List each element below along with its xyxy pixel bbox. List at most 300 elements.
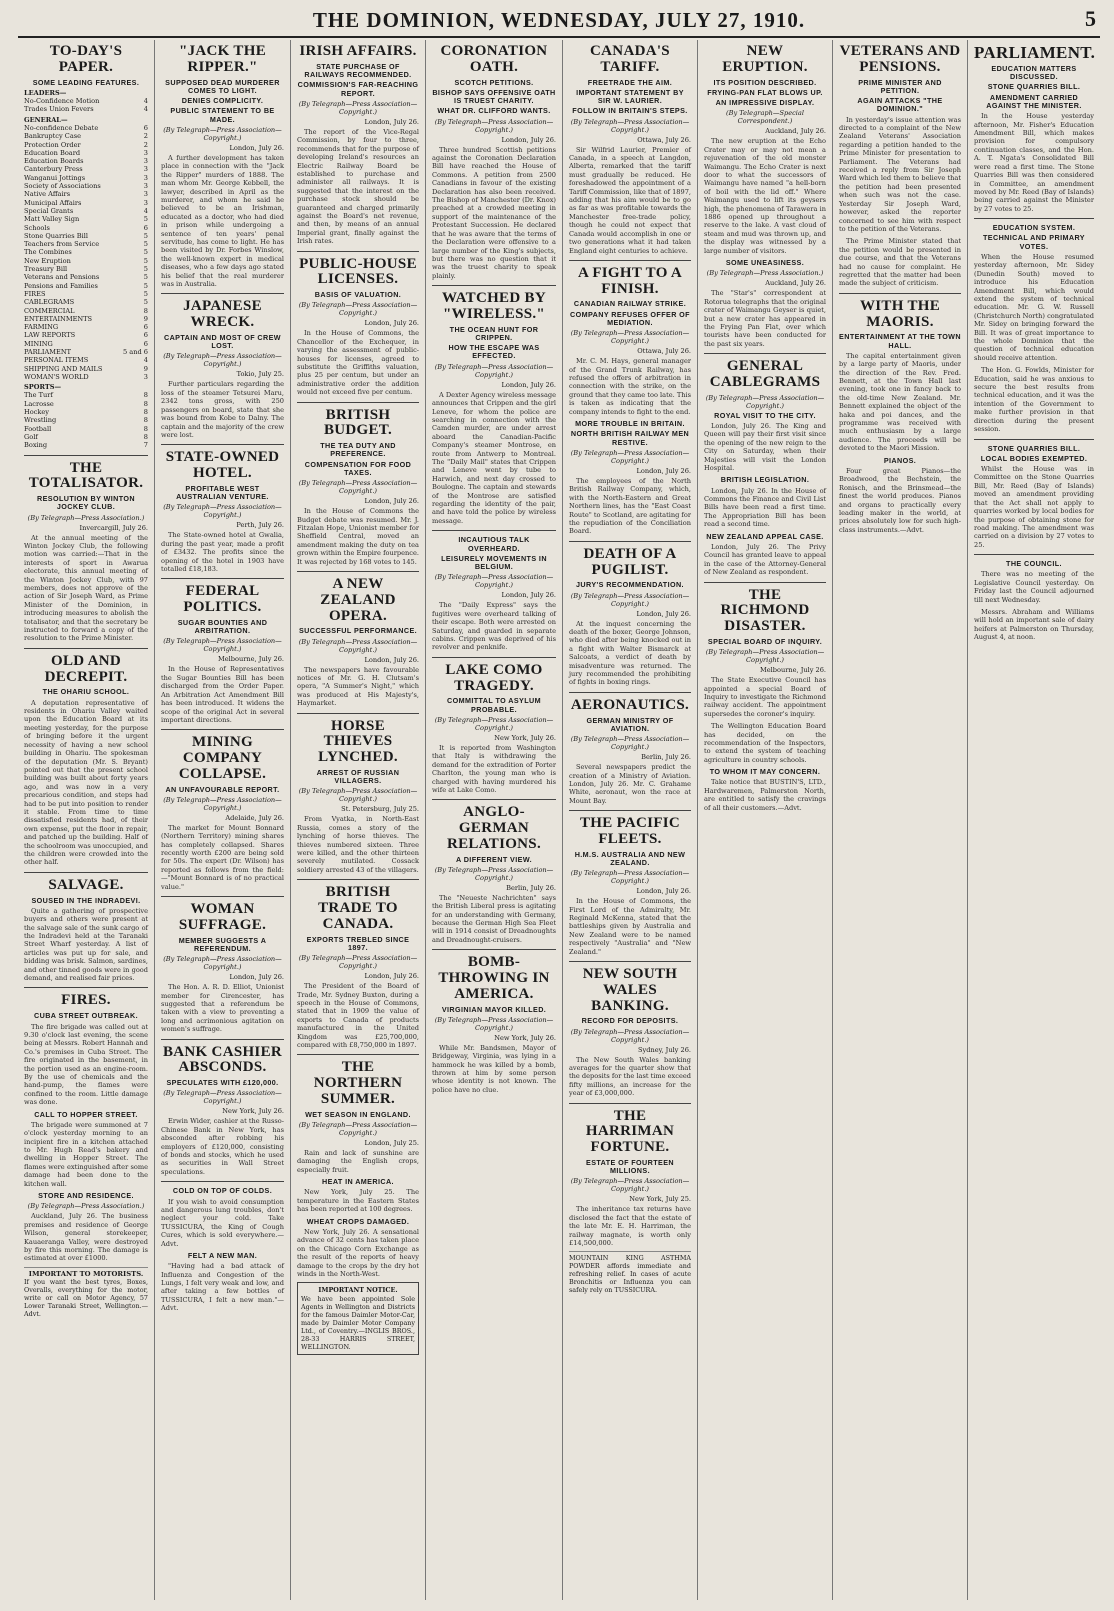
index-row [24,425,148,433]
byline: (By Telegraph—Press Association—Copyright.) [570,329,690,346]
byline: (By Telegraph—Press Association—Copyright.) [570,591,690,608]
article-subheading: MORE TROUBLE IN BRITAIN. [575,419,685,429]
dateline: London, July 26. [501,380,556,389]
dateline: Sydney, July 26. [638,1045,691,1054]
index-row [24,433,148,441]
index-label: Wrestling [24,416,57,425]
article-subheading: SOME UNEASINESS. [725,258,805,268]
dateline: Berlin, July 26. [506,883,556,892]
article-subheading: PIANOS. [883,455,917,465]
index-label: Education Board [24,148,81,157]
index-page: 2 [143,140,148,149]
index-label: Boxing [24,441,48,450]
divider [161,1181,284,1182]
dateline: Auckland, July 26. [765,279,826,288]
byline: (By Telegraph—Press Association—Copyright.) [163,955,282,972]
index-label: COMMERCIAL [24,306,75,315]
divider [432,799,556,800]
article-body: A deputation representative of residents in Ohariu Valley waited upon the Education Board at its meeting yesterday, for the purpose of bringing before it the urgent necessity of having a new school building in Ohariu. The spokesman of the deputation (Mr. S. Bryant) pointed out that the present school building was built about forty years ago, and was now in a very precarious condition, and steps had had to be put into position to render it stable. From time to time dissatisfied residents had, of their own expense, put the floor in repair, and patched up the building. Half of the schoolroom was unoccupied, and the children were crowded into the other half. [24,698,148,867]
divider [432,657,556,658]
divider [569,1103,691,1104]
byline: (By Telegraph—Press Association—Copyright.) [298,99,418,116]
column-3 [291,40,426,1600]
article-body: Rain and lack of sunshine are damaging the English crops, especially fruit. [297,1148,419,1174]
article-subheading: COMPENSATION FOR FOOD TAXES. [304,459,412,477]
index-row [24,273,148,281]
index-page: 8 [143,306,148,315]
index-row [24,265,148,273]
article-body: The New South Wales banking averages for the quarter show that the deposits for the last time exceed fifty millions, an increase for the year of £3,000,000. [569,1055,691,1098]
column-2 [155,40,291,1600]
index-row [24,248,148,256]
article-body: The "Daily Express" says the fugitives were overheard talking of their escape. Both were arrested on Saturday, and guarded in separate cabins. Crippen was deprived of his revolver and penknife. [432,601,556,652]
index-page: 6 [143,223,148,232]
byline: (By Telegraph—Press Association—Copyright.) [163,637,282,654]
byline: (By Telegraph—Press Association—Copyright.) [163,795,282,812]
index-row [24,232,148,240]
article-subheading: SUPPOSED DEAD MURDERER COMES TO LIGHT. [165,77,280,95]
article-body: The brigade were summoned at 7 o'clock yesterday morning to an incipient fire in a kitchen attached to Mr. Hugh Read's bakery and dwelling in Hopper Street. The flames were extinguished after some damage had been done to the kitchen wall. [24,1120,148,1188]
index-label: Veterans and Pensions [24,273,100,282]
column-4 [426,40,563,1600]
index-page: 5 [143,273,148,282]
index-row [24,391,148,399]
article-heading: PARLIAMENT. [974,43,1096,62]
index-row [24,97,148,105]
article-subheading: RESOLUTION BY WINTON JOCKEY CLUB. [37,494,135,512]
index-page: 3 [143,173,148,182]
ad-heading: IMPORTANT TO MOTORISTS. [28,1269,144,1278]
index-label: Golf [24,432,38,441]
dateline: Auckland, July 26. [765,127,826,136]
article-subheading: EXPORTS TREBLED SINCE 1897. [306,934,410,952]
index-row [24,174,148,182]
column-7 [833,40,968,1600]
dateline: Tokio, July 25. [236,370,284,379]
article-subheading: AGAIN ATTACKS "THE DOMINION." [857,96,943,114]
byline: (By Telegraph—Press Association—Copyright.) [298,637,418,654]
article-subheading: COMMITTAL TO ASYLUM PROBABLE. [447,696,541,714]
byline: (By Telegraph—Press Association—Copyright.) [705,648,825,665]
index-row [24,105,148,113]
byline: (By Telegraph—Press Association—Copyright.) [298,301,418,318]
article-heading: "JACK THE RIPPER." [178,43,267,75]
article-subheading: H.M.S. AUSTRALIA AND NEW ZEALAND. [574,849,686,867]
index-row [24,199,148,207]
article-heading: FEDERAL POLITICS. [183,583,262,616]
index-page: 5 [143,298,148,307]
index-row [24,408,148,416]
article-body: The President of the Board of Trade, Mr. Sydney Buxton, during a speech in the House of Commons, stated that in 1909 the value of exports to Canada of products manufactured in the United Kingdom was £25,700,000, compared with £8,750,000 in 1897. [297,982,419,1049]
article-body: In the House of Commons, the First Lord of the Admiralty, Mr. Reginald McKenna, stated that the battleships given by Australia and New Zealand were to be named respectively "Australia" and "New Zealand." [569,897,691,956]
byline: (By Telegraph—Press Association—Copyright.) [298,954,418,971]
article-subheading: PUBLIC STATEMENT TO BE MADE. [170,106,275,124]
index-label: FARMING [24,323,59,332]
index-page: 9 [143,314,148,323]
article-subheading: EDUCATION MATTERS DISCUSSED. [991,63,1077,82]
byline: (By Telegraph—Press Association—Copyright.) [163,503,282,520]
article-subheading: COLD ON TOP OF COLDS. [172,1186,273,1196]
article-heading: MINING COMPANY COLLAPSE. [178,734,267,782]
article-subheading: AN UNFAVOURABLE REPORT. [165,784,280,794]
article-subheading: WHEAT CROPS DAMAGED. [306,1216,410,1226]
index-page: 6 [143,323,148,332]
index-label: MINING [24,339,53,348]
article-body: The market for Mount Bonnard (Northern Territory) mining shares has completely collapsed. Shares recently worth £200 are being sold for 50s. The expert (Dr. Wilson) has reported as follows from the field:—"Mount Bonnard is of no practical value." [161,823,284,891]
divider [297,571,419,572]
index-page: 3 [143,198,148,207]
index-row [24,331,148,339]
index-row [24,290,148,298]
index-row [24,141,148,149]
article-subheading: SOUSED IN THE INDRADEVI. [31,895,141,905]
dateline: London, July 26. [636,466,691,475]
index-label: Schools [24,223,50,232]
article-subheading: EDUCATION SYSTEM. [992,223,1076,233]
article-body: The Wellington Education Board has decided, on the recommendation of the Inspectors, to extend the system of teaching agriculture in country schools. [704,722,826,764]
index-list [24,89,148,450]
index-label: ENTERTAINMENTS [24,314,93,323]
divider [24,872,148,873]
index-page: 5 [143,265,148,274]
index-row [24,348,148,356]
article-body: While Mr. Bandsmen, Mayor of Bridgeway, Virginia, was lying in a hammock he was killed by a bomb, thrown at him by some person whose identity is not known. The police have no clue. [432,1043,556,1094]
article-heading: THE PACIFIC FLEETS. [579,815,681,847]
article-body: Messrs. Abraham and Williams will hold an important sale of dairy heifers at Palmerston on Thursday, August 4, at noon. [974,608,1094,642]
article-subheading: STONE QUARRIES BILL. [987,443,1081,453]
index-page: 4 [143,97,148,106]
article-body: The Prime Minister stated that the petition would be presented in due course, and that the Veterans had no cause for complaint. He regretted that the matter had been made the subject of criticism. [839,237,961,288]
byline: (By Telegraph—Press Association—Copyright.) [570,735,690,752]
divider [161,896,284,897]
article-subheading: FOLLOW IN BRITAIN'S STEPS. [572,106,688,116]
index-page: 3 [143,182,148,191]
divider [432,530,556,531]
article-heading: AERONAUTICS. [570,696,690,713]
article-subheading: SCOTCH PETITIONS. [454,77,534,87]
divider [161,578,284,579]
index-row [24,400,148,408]
index-page: 5 [143,215,148,224]
index-row [24,224,148,232]
article-heading: WITH THE MAORIS. [859,297,941,330]
article-subheading: THE TEA DUTY AND PREFERENCE. [320,441,396,459]
index-page: 8 [143,432,148,441]
article-body: In the House of Commons, the Chancellor of the Exchequer, in varying the assessment of public-houses for licenses, agreed to substitute the Griffiths valuation, plus 25 per centum, but under an administrative order the addition would not exceed five per centum. [297,329,419,397]
index-row [24,315,148,323]
article-subheading: MEMBER SUGGESTS A REFERENDUM. [178,935,267,953]
article-body: The fire brigade was called out at 9.30 o'clock last evening, the scene being at Messrs. Robert Hannah and Co.'s premises in Cuba Street. The fire originated in the basement, in the portion used as an engine-room. By the use of chemicals and the hand-pump, the flames were confined to the room. Little damage was done. [24,1022,148,1107]
article-heading: BRITISH BUDGET. [323,406,393,439]
index-label: New Eruption [24,256,71,265]
article-heading: GENERAL CABLEGRAMS [709,358,821,390]
article-body: A further development has taken place in connection with the "Jack the Ripper" murders of 1888. The man whom Mr. George Kebbell, the lawyer, described in April as the murderer, and whom he said he believed to be an Irishman, educated as a doctor, who had died in prison while undergoing a sentence of ten years' penal servitude, has come to light. He has been visited by Dr. Forbes Winslow, the well-known expert in medical diseases, who a few days ago stated his belief that the real murderer was in Australia. [161,153,284,288]
article-subheading: CUBA STREET OUTBREAK. [34,1011,138,1021]
divider [161,293,284,294]
index-row [24,149,148,157]
article-subheading: HOW THE ESCAPE WAS EFFECTED. [448,343,540,361]
article-subheading: STONE QUARRIES BILL. [987,82,1081,92]
dateline: St. Petersburg, July 25. [341,805,419,814]
article-body: The employees of the North British Railway Company, which, with the North-Eastern and Great Northern lines, has the "East Coast Route" to Scotland, are agitating for the repudiation of the Conciliation Board. [569,476,691,536]
article-heading: HORSE THIEVES LYNCHED. [318,717,398,766]
byline: (By Telegraph—Press Association—Copyright.) [434,1015,554,1032]
index-row [24,157,148,165]
dateline: London, July 26. [636,609,691,618]
divider [297,1054,419,1055]
byline: (By Telegraph—Press Association—Copyright.) [434,362,554,379]
article-subheading: AMENDMENT CARRIED AGAINST THE MINISTER. [986,92,1082,110]
dateline: London, July 26. [501,591,556,600]
article-subheading: BASIS OF VALUATION. [314,290,402,300]
dateline: Ottawa, July 26. [637,347,691,356]
index-page: 5 [143,248,148,257]
article-subheading: PROFITABLE WEST AUSTRALIAN VENTURE. [176,483,269,502]
article-subheading: WET SEASON IN ENGLAND. [305,1109,411,1119]
article-subheading: ARREST OF RUSSIAN VILLAGERS. [316,767,400,786]
byline: (By Telegraph—Press Association.) [27,1202,145,1211]
ad-body: We have been appointed Sole Agents in Wellington and Districts for the famous Daimler Motor-Car, made by Daimler Motor Company Ltd., of Coventry.—INGLIS BROS., 28-33 HARRIS STREET, WELLINGTON. [301,1295,415,1352]
index-row [24,365,148,373]
index-page: 3 [143,148,148,157]
divider [974,439,1094,440]
article-body: From Vyatka, in North-East Russia, comes a story of the lynching of horse thieves. The thieves numbered sixteen. Three were killed, and the other thirteen severely mutilated. Cossack soldiery arrested 43 of the villagers. [297,815,419,874]
index-page: 6 [143,331,148,340]
divider [974,554,1094,555]
article-subheading: SPECULATES WITH £120,000. [166,1078,279,1088]
article-subheading: INCAUTIOUS TALK OVERHEARD. [458,535,530,553]
dateline: London, July 26. [364,117,419,126]
index-label: Lacrosse [24,399,54,408]
index-label: Hockey [24,408,50,417]
ad-heading: IMPORTANT NOTICE. [318,1286,398,1295]
article-subheading: VIRGINIAN MAYOR KILLED. [441,1004,547,1014]
article-subheading: SUCCESSFUL PERFORMANCE. [298,626,418,636]
article-subheading: BISHOP SAYS OFFENSIVE OATH IS TRUEST CHARITY. [432,87,556,106]
dateline: London, July 26. [636,887,691,896]
article-subheading: STATE PURCHASE OF RAILWAYS RECOMMENDED. [304,61,412,80]
article-body: Quite a gathering of prospective buyers and others were present at the salvage sale of the sunk cargo of the Indradevi held at the Taranaki Street Wharf yesterday. A list of articles was put up for sale, and bidding was brisk. Salmon, sardines, and other tinned goods were in good demand, and realised fair prices. [24,906,148,983]
article-body: In the House yesterday afternoon, Mr. Fisher's Education Amendment Bill, which makes provision for compulsory continuation classes, and the Hon. A. T. Ngata's Consolidated Bill were read a first time. The Stone Quarries Bill was then considered in Committee, an amendment moved by Mr. Reed (Bay of Islands) being carried against the Minister by 27 votes to 25. [974,112,1094,213]
article-body: The State-owned hotel at Gwalia, during the past year, made a profit of £3432. The profits since the opening of the hotel in 1903 have totalled £18,183. [161,531,284,573]
dateline: New York, July 26. [222,1107,284,1116]
divider [24,648,148,649]
byline: (By Telegraph—Press Association—Copyright.) [570,117,690,134]
page-number: 5 [1085,6,1096,31]
article-subheading: CAPTAIN AND MOST OF CREW LOST. [163,332,281,351]
article-body: A Dexter Agency wireless message announces that Crippen and the girl Leneve, for whom the police are searching in connection with the Camden murder, are under arrest aboard the Canadian-Pacific Company's steamer Montrose, en route from Antwerp to Montreal. The "Daily Mail" states that Crippen and Leneve went by tube to Harwich, and next day crossed to Boulogne. The captain and stewards of the Montrose are satisfied regarding the identity of the pair, and have told the police by wireless message. [432,390,556,525]
index-label: Football [24,424,52,433]
article-subheading: PRIME MINISTER AND PETITION. [858,77,942,95]
article-body: The State Executive Council has appointed a special Board of Inquiry to investigate the Richmond railway accident. The appointment supersedes the coroner's inquiry. [704,676,826,718]
article-heading: OLD AND DECREPIT. [44,652,128,685]
index-page: 5 [143,231,148,240]
article-subheading: DENIES COMPLICITY. [181,96,264,106]
byline: (By Telegraph—Press Association—Copyright.) [570,1027,690,1044]
article-body: New York, July 26. A sensational advance of 32 cents has taken place on the Chicago Corn Exchange as the result of the reports of heavy damage to the crops by the dry hot winds in the North-West. [297,1227,419,1278]
index-label: Stone Quarries Bill [24,231,88,240]
index-subheading: SOME LEADING FEATURES. [32,77,140,87]
article-body: The Hon. G. Fowlds, Minister for Education, said he was anxious to secure the best results from technical education, and it was the intention of the Government to make further provision in that direction during the present session. [974,366,1094,434]
article-subheading: THE COUNCIL. [1006,559,1062,569]
dateline: London, July 26. [364,497,419,506]
index-row [24,416,148,424]
index-row [24,373,148,381]
article-subheading: TO WHOM IT MAY CONCERN. [709,767,821,777]
index-label: LAW REPORTS [24,331,76,340]
article-subheading: JURY'S RECOMMENDATION. [576,580,684,590]
index-row [24,441,148,449]
index-label: Special Grants [24,206,74,215]
index-page: 8 [143,391,148,400]
dateline: London, July 26. [229,143,284,152]
column-1 [18,40,155,1600]
index-label: Native Affairs [24,190,71,199]
article-body: London, July 26. The Privy Council has granted leave to appeal in the case of the Attorney-General of New Zealand as respondent. [704,542,826,577]
index-row [24,257,148,265]
divider [704,582,826,583]
divider [569,692,691,693]
index-label: No-confidence Debate [24,123,99,132]
article-heading: LAKE COMO TRAGEDY. [445,661,543,694]
advertisement [297,1282,419,1355]
index-row [24,207,148,215]
article-heading: FIRES. [61,992,111,1009]
index-label: Pensions and Families [24,281,98,290]
article-heading: STATE-OWNED HOTEL. [165,449,280,482]
dateline: London, July 26. [501,135,556,144]
article-subheading: TECHNICAL AND PRIMARY VOTES. [983,233,1085,251]
article-subheading: IMPORTANT STATEMENT BY SIR W. LAURIER. [576,87,684,106]
dateline: New York, July 26. [494,1033,556,1042]
divider [569,541,691,542]
divider [161,444,284,445]
article-subheading: RECORD FOR DEPOSITS. [581,1016,679,1026]
article-subheading: ROYAL VISIT TO THE CITY. [714,410,816,420]
column-6 [698,40,833,1600]
article-heading: NEW SOUTH WALES BANKING. [582,966,678,1014]
index-label: PERSONAL ITEMS [24,356,89,365]
divider [432,285,556,286]
article-subheading: SUGAR BOUNTIES AND ARBITRATION. [177,617,268,636]
index-group-label: LEADERS— [24,88,67,97]
index-row [24,182,148,190]
index-row [24,240,148,248]
article-subheading: CANADIAN RAILWAY STRIKE. [573,299,687,309]
index-page: 6 [143,123,148,132]
article-body: Erwin Wider, cashier at the Russo-Chinese Bank in New York, has absconded after robbing his employers of £120,000, consisting of bonds and stocks, which he used as securities in Wall Street speculations. [161,1117,284,1176]
index-row [24,323,148,331]
article-heading: PUBLIC-HOUSE LICENSES. [299,255,417,288]
article-body: The inheritance tax returns have disclosed the fact that the estate of the late Mr. E. H. Harriman, the railway magnate, is worth only £14,500,000. [569,1205,691,1248]
index-page: 8 [143,424,148,433]
article-heading: BRITISH TRADE TO CANADA. [318,884,398,932]
article-heading: CORONATION OATH. [440,43,548,75]
article-body: If you wish to avoid consumption and dangerous lung troubles, don't neglect your cold. Take TUSSICURA, the King of Cough Cures, which is sold everywhere.—Advt. [161,1197,284,1248]
byline: (By Telegraph—Press Association—Copyright.) [705,393,825,410]
article-subheading: COMMISSION'S FAR-REACHING REPORT. [297,80,419,98]
article-heading: BANK CASHIER ABSCONDS. [162,1043,283,1076]
index-page: 3 [143,190,148,199]
article-body: At the inquest concerning the death of the boxer, George Johnson, who died after being knocked out in a fight with Walter Bismarck at Salcoats, a verdict of death by misadventure was returned. The jury recommended the prohibiting of fights in boxing rings. [569,619,691,687]
article-body: At the annual meeting of the Winton Jockey Club, the following motion was carried:—That in the interests of sport in Awarua electorate, this annual meeting of the Winton Jockey Club, with 97 members, does not approve of the action of Sir Joseph Ward, as Prime Minister of the Dominion, in introducing measures to abolish the totalisator, and that the secretary be instructed to forward a copy of the resolution to the Prime Minister. [24,533,148,643]
byline: (By Telegraph—Press Association—Copyright.) [570,1177,690,1194]
article-heading: THE RICHMOND DISASTER. [720,586,810,635]
article-subheading: HEAT IN AMERICA. [322,1177,394,1187]
index-label: WOMAN'S WORLD [24,372,89,381]
index-label: SHIPPING AND MAILS [24,364,103,373]
article-heading: THE NORTHERN SUMMER. [313,1059,403,1107]
index-label: Trades Union Fevers [24,105,94,114]
index-row [24,190,148,198]
article-body: London, July 26. The King and Queen will pay their first visit since the opening of the new reign to the City on Saturday, when their Majesties will visit the London Hospital. [704,421,826,472]
index-label: Wanganui Jottings [24,173,86,182]
article-heading: A FIGHT TO A FINISH. [577,264,683,297]
article-heading: A NEW ZEALAND OPERA. [320,576,396,624]
article-subheading: THE OHARIU SCHOOL. [42,687,130,697]
article-heading: THE HARRIMAN FORTUNE. [585,1107,675,1156]
article-body: The report of the Vice-Regal Commission, by four to three, recommends that for the purpose of developing Ireland's resources an Electric Railway Board be established to purchase and administer all railways. It is suggested that the interest on the purchase stock should be guaranteed and charged primarily against the Board's net revenue, and then, by means of an annual Imperial grant, finally against the Irish rates. [297,127,419,246]
article-subheading: LEISURELY MOVEMENTS IN BELGIUM. [441,553,547,572]
article-subheading: GERMAN MINISTRY OF AVIATION. [586,715,674,733]
index-label: Society of Associations [24,182,101,191]
index-page: 4 [143,356,148,365]
byline: (By Telegraph—Press Association—Copyright.) [434,117,554,134]
article-subheading: NEW ZEALAND APPEAL CASE. [706,531,824,541]
dateline: New York, July 25. [629,1195,691,1204]
divider [161,1039,284,1040]
byline: (By Telegraph—Press Association—Copyright.) [570,448,690,465]
divider [297,713,419,714]
article-heading: VETERANS AND PENSIONS. [839,43,961,75]
article-subheading: CALL TO HOPPER STREET. [34,1109,138,1119]
article-body: London, July 26. In the House of Commons the Finance and Civil List Bills have been read a first time. The Appropriation Bill has been read a second time. [704,486,826,529]
index-page: 4 [143,206,148,215]
article-subheading: STORE AND RESIDENCE. [38,1191,134,1201]
advertisement [24,1267,148,1318]
article-heading: DEATH OF A PUGILIST. [583,545,677,578]
article-heading: CANADA'S TARIFF. [590,43,670,75]
article-body: In yesterday's issue attention was directed to a complaint of the New Zealand Veterans' Association regarding a petition handed to the Prime Minister for presentation to Parliament. The Veterans had received a reply from Sir Joseph Ward which led them to believe that the petition had been presented when such was not the case. Yesterday Sir Joseph Ward, however, asked the reporter concerned to see him with respect to the petition of the Veterans. [839,115,961,233]
dateline: London, July 26. [364,319,419,328]
index-row [24,282,148,290]
article-body: Take notice that BUSTIN'S, LTD., Hardwaremen, Palmerston North, are entitled to satisfy the cravings of all their customers.—Advt. [704,778,826,812]
index-page: 8 [143,399,148,408]
article-body: When the House resumed yesterday afternoon, Mr. Sidey (Dunedin South) moved to introduce his Education Amendment Bill, which would extend the system of technical education. Mr. G. W. Russell (Christchurch North) congratulated Mr. Sidey on bringing forward the Bill. It was of great importance to the whole Dominion that the question of technical education should receive attention. [974,252,1094,362]
byline: (By Telegraph—Press Association—Copyright.) [298,479,418,496]
article-body: Mr. C. M. Hays, general manager of the Grand Trunk Railway, has refused the offers of arbitration in connection with the strike, on the ground that they came too late. This is taken as indicating that the company intends to fight to the end. [569,357,691,416]
ad-body: If you want the best tyres, Boxes, Overalls, everything for the motor, write or call on Motor Agency, 57 Lower Taranaki Street, Wellington.—Advt. [24,1277,148,1318]
article-subheading: ITS POSITION DESCRIBED. [713,77,817,87]
index-row [24,124,148,132]
article-heading: BOMB-THROWING IN AMERICA. [438,954,550,1002]
article-body: Auckland, July 26. The business premises and residence of George Wilson, general storekeeper, Kauaeranga Valley, were destroyed by fire this morning. The damage is estimated at over £1000. [24,1212,148,1263]
divider [24,455,148,456]
article-body: It is reported from Washington that Italy is withdrawing the demand for the extradition of Porter Charlton, the young man who is charged with having murdered his wife at Lake Como. [432,743,556,794]
dateline: Perth, July 26. [236,521,284,530]
article-body: Four great Pianos—the Broadwood, the Bechstein, the Ronisch, and the Brinsmead—the finest the world produces. Pianos and organs to practically every leading maker in the world, at prices absolutely low for such high-class instruments.—Advt. [839,466,961,534]
index-label: Bankruptcy Case [24,132,82,141]
index-page: 4 [143,105,148,114]
byline: (By Telegraph—Press Association.) [706,269,824,278]
dateline: London, July 26. [364,655,419,664]
advertisement [569,1251,691,1294]
byline: (By Telegraph—Press Association—Copyright.) [163,125,282,142]
article-subheading: LOCAL BODIES EXEMPTED. [980,453,1088,463]
article-subheading: BRITISH LEGISLATION. [720,475,810,485]
index-label: Matt Valley Sign [24,215,80,224]
article-subheading: NORTH BRITISH RAILWAY MEN RESTIVE. [570,429,690,447]
